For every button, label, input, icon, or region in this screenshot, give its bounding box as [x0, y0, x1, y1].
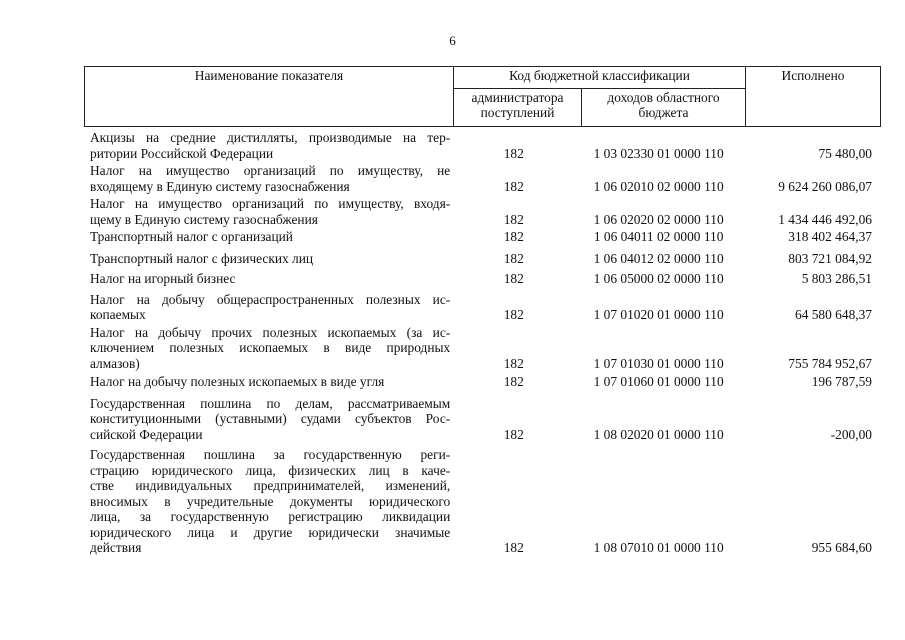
row-admin-code: 182 [503, 211, 524, 227]
table-row [84, 229, 880, 245]
row-budget-code: 1 06 04012 02 0000 110 [593, 250, 724, 266]
table-row [84, 292, 880, 323]
row-amount: -200,00 [830, 426, 872, 442]
row-amount: 75 480,00 [818, 145, 872, 161]
row-name-line: сийской Федерации [90, 426, 203, 442]
row-name [84, 196, 450, 227]
row-name-line: алмазов) [90, 355, 140, 371]
header-income-column: доходов областного бюджета [582, 89, 746, 127]
table-row [84, 447, 880, 556]
row-admin-code: 182 [503, 271, 524, 286]
row-name-line: Акцизы на средние дистилляты, производимые на тер- [90, 130, 451, 145]
table-row [84, 325, 880, 372]
row-name [84, 447, 450, 556]
row-admin-code: 182 [503, 540, 524, 555]
row-name-line: Налог на имущество организаций по имуществу, не [90, 163, 451, 178]
row-admin-code: 182 [503, 178, 524, 194]
row-budget-code: 1 06 02020 02 0000 110 [593, 211, 724, 227]
row-name-line: входящему в Единую систему газоснабжения [90, 178, 350, 194]
page-number: 6 [449, 33, 456, 48]
row-name-line: ключением полезных ископаемых в виде природных [90, 340, 451, 355]
row-name-line: ритории Российской Федерации [90, 145, 274, 161]
row-name-line: юридического лица и другие юридически значимые [90, 524, 451, 540]
row-name-line: Налог на добычу общераспространенных полезных ис- [90, 291, 451, 307]
row-budget-code: 1 08 02020 01 0000 110 [593, 426, 724, 442]
row-budget-code: 1 08 07010 01 0000 110 [593, 540, 724, 555]
row-name-line: копаемых [90, 307, 146, 322]
row-name-line: вносимых в учредительные документы юридического [90, 493, 451, 509]
row-name-line: лица, за государственную регистрацию ликвидации [90, 509, 451, 524]
row-name-line: щему в Единую систему газоснабжения [90, 211, 318, 227]
row-admin-code: 182 [503, 145, 524, 161]
row-budget-code: 1 06 05000 02 0000 110 [593, 271, 724, 286]
row-name-line: Налог на добычу прочих полезных ископаемых (за ис- [90, 324, 451, 340]
table-row [84, 374, 880, 390]
table-body [84, 130, 880, 556]
row-name-line: Государственная пошлина по делам, рассматриваемым [90, 395, 451, 411]
row-name [84, 374, 450, 390]
row-budget-code: 1 06 04011 02 0000 110 [593, 229, 724, 244]
row-amount: 196 787,59 [811, 374, 872, 389]
row-name [84, 229, 450, 245]
table-row [84, 396, 880, 443]
row-name-line: страцию юридического лица, физических лиц в каче- [90, 462, 451, 478]
table-row [84, 163, 880, 194]
table-row [84, 196, 880, 227]
row-name-line: Налог на имущество организаций по имуществу, входя- [90, 196, 451, 211]
row-budget-code: 1 06 02010 02 0000 110 [593, 178, 724, 194]
table-header [84, 66, 881, 127]
row-budget-code: 1 03 02330 01 0000 110 [593, 145, 724, 161]
row-admin-code: 182 [503, 250, 524, 266]
row-amount: 5 803 286,51 [801, 271, 872, 286]
row-name [84, 271, 450, 287]
row-name [84, 396, 450, 443]
row-amount: 803 721 084,92 [788, 250, 872, 266]
row-name-line: Транспортный налог с физических лиц [90, 250, 314, 266]
row-admin-code: 182 [503, 374, 524, 389]
row-name-line: действия [90, 540, 142, 555]
row-name-line: Государственная пошлина за государственную реги- [90, 447, 451, 462]
row-amount: 9 624 260 086,07 [778, 178, 872, 194]
row-amount: 955 684,60 [811, 540, 872, 555]
row-name-line: Налог на добычу полезных ископаемых в виде угля [90, 374, 385, 389]
header-executed-column: Исполнено [746, 67, 881, 127]
row-admin-code: 182 [503, 355, 524, 371]
table-row [84, 251, 880, 267]
row-admin-code: 182 [503, 426, 524, 442]
row-budget-code: 1 07 01030 01 0000 110 [593, 355, 724, 371]
header-admin-column: администратора поступлений [454, 89, 582, 127]
header-code-group: Код бюджетной классификации [454, 67, 746, 89]
row-name [84, 163, 450, 194]
row-name [84, 130, 450, 161]
row-budget-code: 1 07 01060 01 0000 110 [593, 374, 724, 389]
row-name-line: Транспортный налог с организаций [90, 229, 293, 244]
row-admin-code: 182 [503, 307, 524, 322]
row-name-line: стве индивидуальных предпринимателей, изменений, [90, 478, 451, 493]
row-amount: 1 434 446 492,06 [778, 211, 872, 227]
header-name-column: Наименование показателя [85, 67, 454, 127]
row-name [84, 251, 450, 267]
row-amount: 318 402 464,37 [788, 229, 872, 244]
row-admin-code: 182 [503, 229, 524, 244]
row-name-line: Налог на игорный бизнес [90, 271, 236, 286]
row-amount: 755 784 952,67 [788, 355, 872, 371]
row-budget-code: 1 07 01020 01 0000 110 [593, 307, 724, 322]
row-name [84, 292, 450, 323]
table-row [84, 271, 880, 287]
row-name [84, 325, 450, 372]
row-amount: 64 580 648,37 [795, 307, 872, 322]
table-row [84, 130, 880, 161]
row-name-line: конституционными (уставными) судами субъектов Рос- [90, 411, 451, 426]
